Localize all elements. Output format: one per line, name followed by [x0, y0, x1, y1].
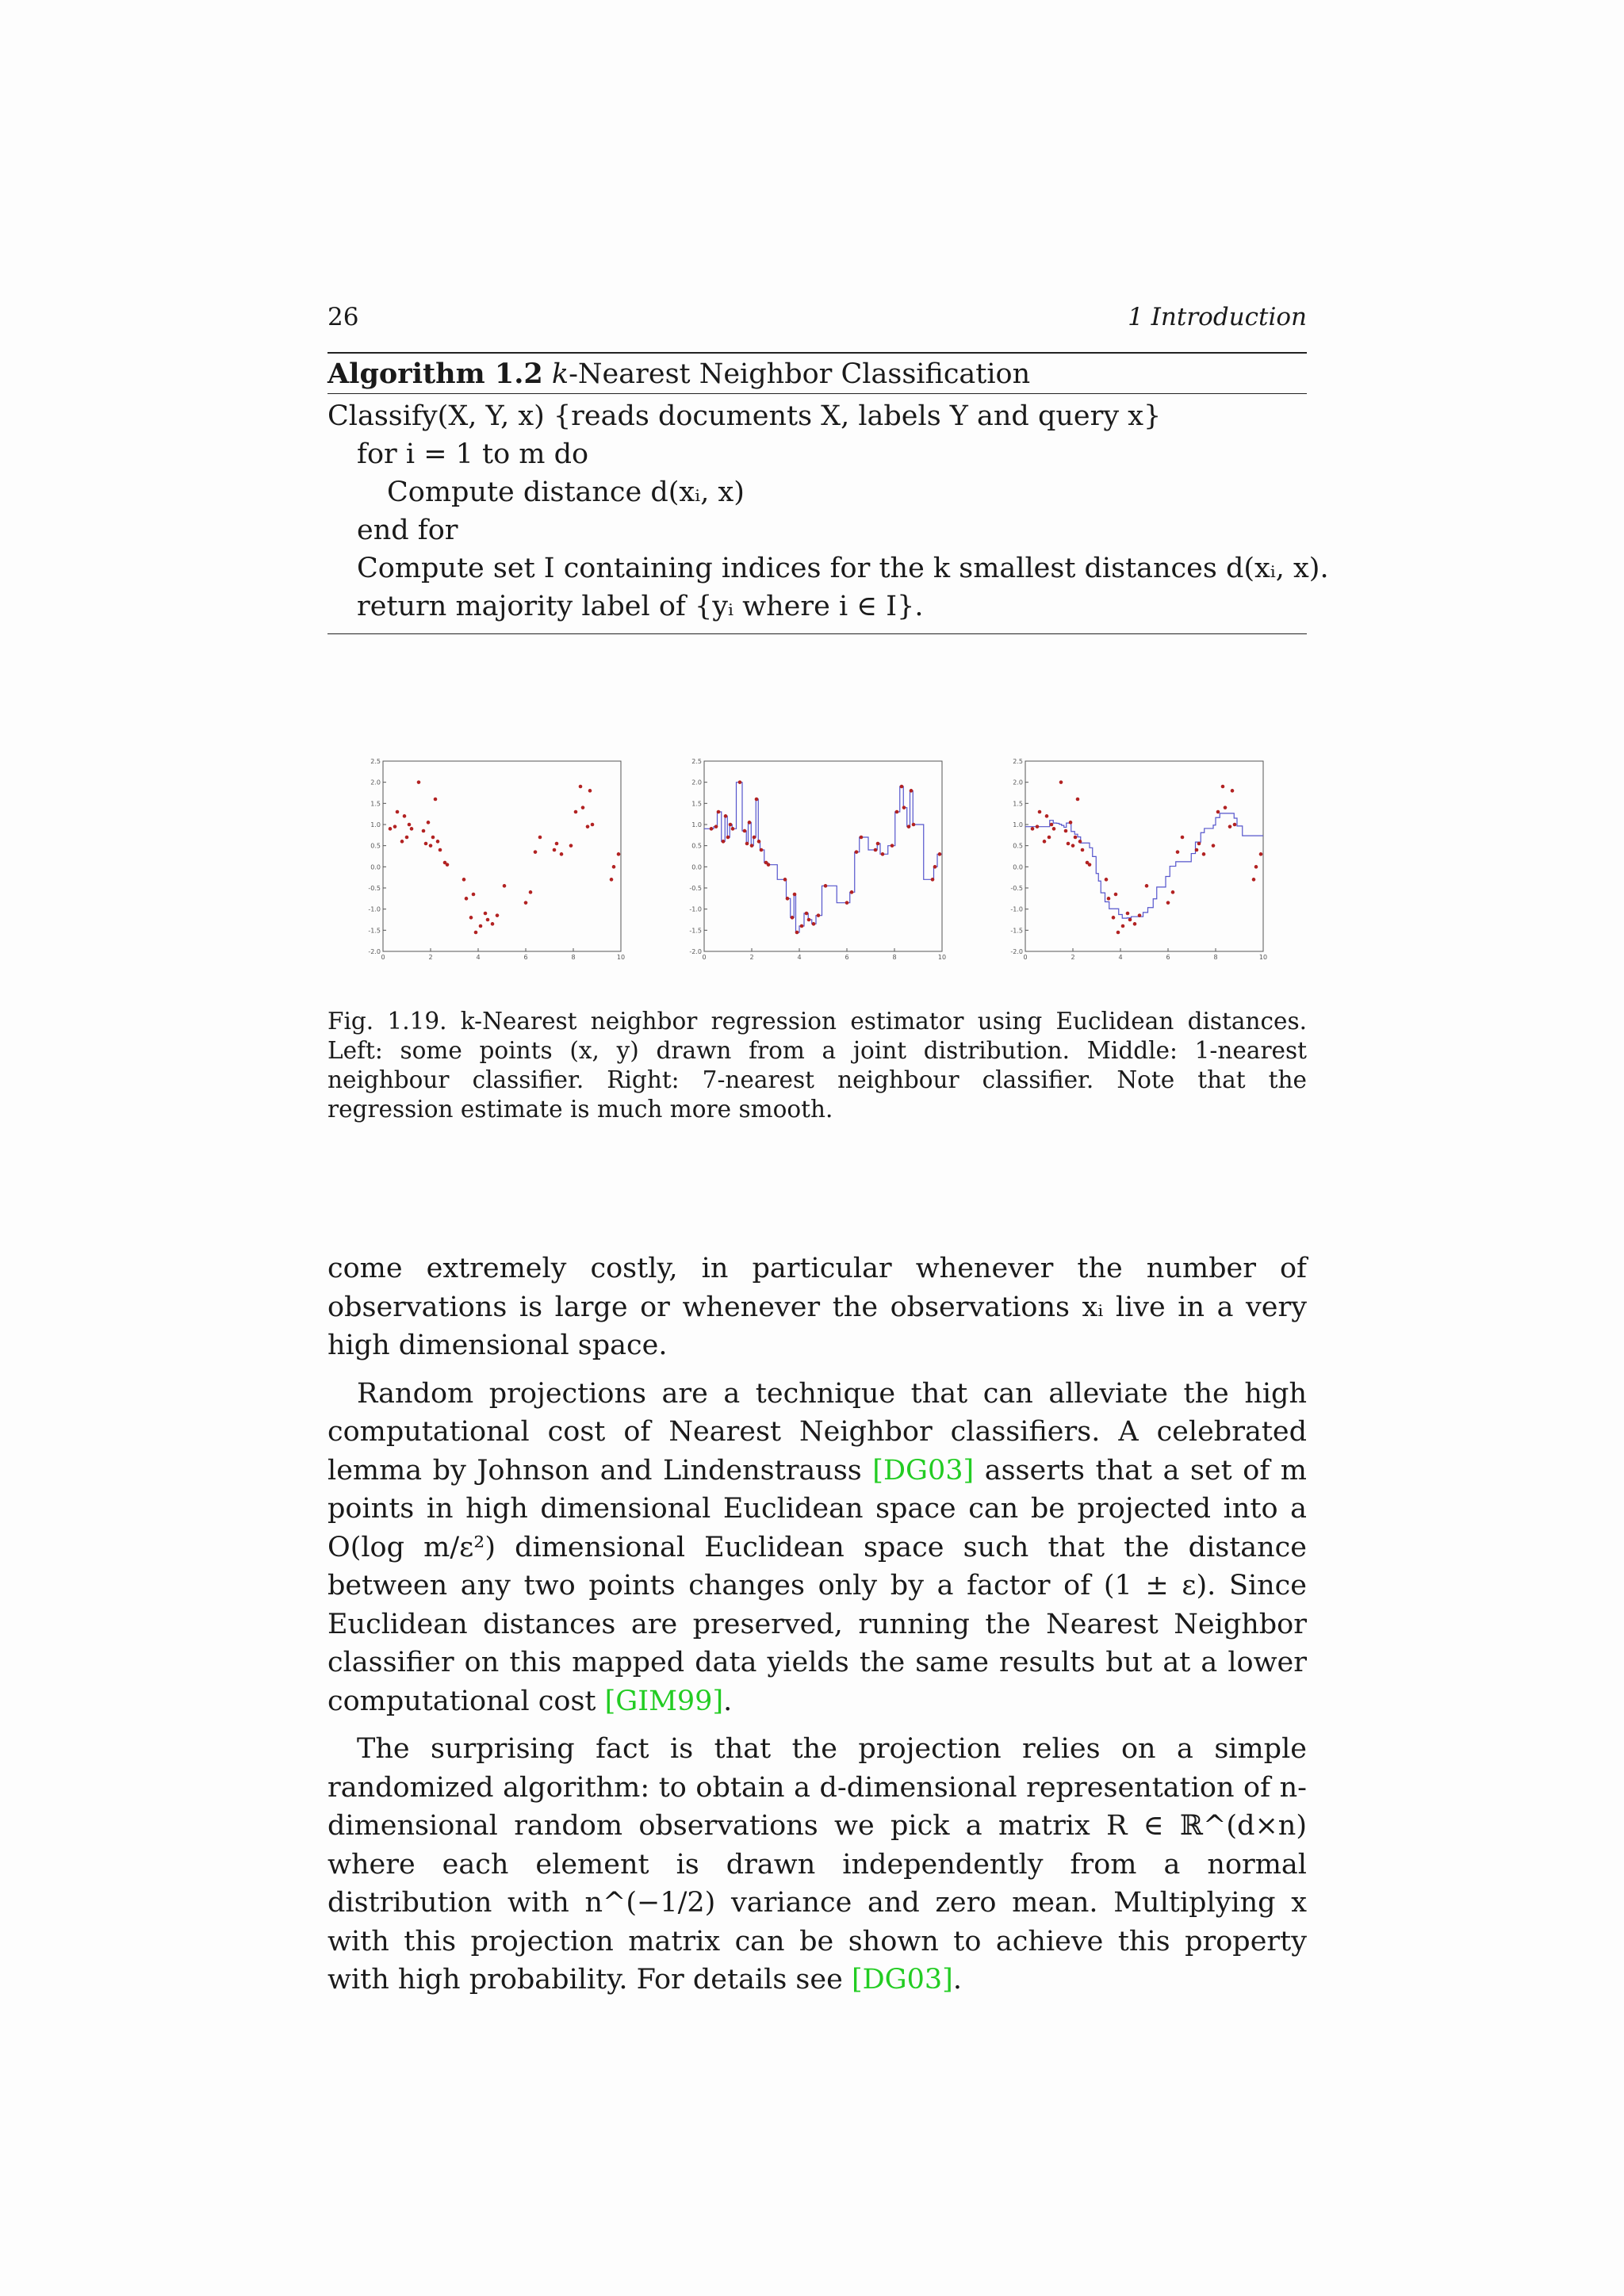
data-point [910, 789, 914, 793]
data-point [1171, 890, 1175, 894]
data-point [891, 844, 894, 848]
data-point [1048, 836, 1051, 840]
data-point [912, 823, 916, 827]
data-point [722, 840, 726, 844]
data-point [1050, 823, 1054, 827]
data-point [907, 825, 911, 828]
data-point [1181, 836, 1185, 840]
y-tick-label: -1.0 [368, 905, 381, 913]
data-point [824, 884, 828, 888]
data-point [1114, 893, 1118, 897]
x-tick-label: 8 [571, 954, 576, 959]
chapter-title: 1 Introduction [1128, 303, 1307, 331]
algorithm-box [327, 352, 1329, 634]
data-point [1259, 852, 1263, 856]
algorithm-line-1: Classify(X, Y, x) {reads documents X, labels Y and query x} [327, 400, 1162, 432]
data-point [465, 897, 469, 901]
data-point [1064, 829, 1068, 833]
citation-gim99[interactable]: [GIM99] [604, 1685, 724, 1717]
y-tick-label: -1.5 [689, 927, 702, 935]
data-point [1112, 916, 1116, 920]
data-point [1166, 901, 1170, 905]
plot-middle [680, 753, 950, 959]
data-point [933, 865, 937, 869]
data-point [1126, 912, 1130, 916]
data-point [1031, 827, 1035, 831]
data-point [748, 821, 752, 825]
data-point [850, 890, 854, 894]
data-point [1043, 840, 1047, 844]
data-point [753, 836, 756, 840]
data-point [1052, 827, 1056, 831]
data-point [1036, 825, 1040, 828]
data-point [729, 823, 733, 827]
algorithm-title [327, 354, 1307, 393]
data-point [529, 890, 533, 894]
data-point [1216, 810, 1220, 814]
y-tick-label: 2.0 [1013, 779, 1023, 786]
x-tick-label: 6 [1166, 954, 1170, 959]
caption-text: k-Nearest neighbor regression estimator using Euclidean distances. Left: some points (x, y) drawn from a joint distribution. Middle: 1-nearest neighbour classifier. Right: 7-nearest neighbour classifier. Note that the regression estimate is much more smooth. [327, 1008, 1307, 1123]
data-point [491, 922, 495, 926]
data-point [807, 918, 811, 922]
y-tick-label: -0.5 [689, 885, 702, 892]
y-tick-label: 0.5 [1013, 842, 1023, 850]
figure-1-19 [327, 753, 1307, 975]
data-point [714, 825, 718, 828]
data-point [743, 829, 747, 833]
data-point [1076, 798, 1080, 802]
data-point [750, 844, 754, 848]
page [327, 0, 1329, 2296]
y-tick-label: 1.5 [370, 800, 381, 808]
data-point [767, 863, 771, 867]
data-point [617, 852, 621, 856]
data-point [860, 836, 864, 840]
data-point [1252, 878, 1256, 882]
data-point [474, 931, 478, 935]
data-point [1088, 863, 1092, 867]
paragraph-2-c: . [723, 1685, 733, 1717]
y-tick-label: 0.0 [370, 863, 381, 871]
data-point [1069, 821, 1073, 825]
y-tick-label: -0.5 [368, 885, 381, 892]
y-tick-label: -1.0 [1010, 905, 1023, 913]
data-point [555, 842, 559, 846]
data-point [591, 823, 595, 827]
x-tick-label: 2 [1071, 954, 1075, 959]
data-point [874, 848, 878, 852]
y-tick-label: -0.5 [1010, 885, 1023, 892]
y-tick-label: 2.5 [1013, 758, 1023, 765]
data-point [902, 806, 906, 809]
y-tick-label: 1.0 [370, 821, 381, 828]
data-point [738, 780, 742, 784]
data-point [1145, 884, 1149, 888]
data-point [588, 789, 592, 793]
data-point [569, 844, 573, 848]
data-point [434, 798, 438, 802]
data-point [431, 836, 435, 840]
data-point [931, 878, 935, 882]
data-point [793, 893, 797, 897]
paragraph-3-a: The surprising fact is that the projection relies on a simple randomized algorithm: to obtain a d-dimensional representation of n-dimensional random observations we pick a matrix R ∈ ℝ^(d×n) where each element is drawn independently from a normal distribution with n^(−1/2) variance and zero mean. Multiplying x with this projection matrix can be shown to achieve this property with high probability. For details see [327, 1733, 1307, 1996]
y-tick-label: -2.0 [689, 948, 702, 955]
y-tick-label: -2.0 [1010, 948, 1023, 955]
data-point [1212, 844, 1216, 848]
data-point [479, 924, 483, 928]
data-point [586, 825, 590, 828]
data-point [1107, 897, 1111, 901]
y-tick-label: -1.5 [368, 927, 381, 935]
citation-dg03[interactable]: [DG03] [872, 1454, 975, 1487]
plot-left [359, 753, 629, 959]
x-tick-label: 10 [1258, 954, 1268, 959]
data-point [745, 842, 749, 846]
data-point [1195, 848, 1199, 852]
data-point [538, 836, 542, 840]
algorithm-body [327, 394, 1329, 633]
data-point [486, 918, 490, 922]
data-point [1202, 852, 1206, 856]
x-tick-label: 4 [476, 954, 481, 959]
data-point [503, 884, 507, 888]
data-point [1254, 865, 1258, 869]
data-point [1121, 924, 1125, 928]
data-point [795, 931, 799, 935]
data-point [612, 865, 616, 869]
data-point [1128, 918, 1132, 922]
paragraph-2-a: Random projections are a technique that can alleviate the high computational cost of Nearest Neighbor classifiers. A celebrated lemma by Johnson and Lindenstrauss [327, 1377, 1307, 1487]
data-point [805, 912, 809, 916]
data-point [446, 863, 450, 867]
x-tick-label: 2 [749, 954, 754, 959]
data-point [1197, 842, 1201, 846]
data-point [534, 850, 538, 854]
data-point [462, 878, 466, 882]
data-point [424, 842, 428, 846]
knn-estimate-line [1025, 813, 1263, 918]
x-tick-label: 0 [702, 954, 707, 959]
y-tick-label: 2.5 [370, 758, 381, 765]
algorithm-title-math: k [551, 358, 569, 390]
plot-frame [704, 761, 942, 951]
data-point [1138, 913, 1142, 917]
algorithm-line-4: end for [357, 515, 458, 546]
data-point [786, 897, 790, 901]
caption-label: Fig. 1.19. [327, 1008, 447, 1035]
x-tick-label: 4 [1118, 954, 1123, 959]
data-point [757, 840, 761, 844]
algorithm-title-text: -Nearest Neighbor Classification [569, 358, 1031, 390]
data-point [410, 827, 414, 831]
data-point [417, 780, 421, 784]
data-point [938, 852, 942, 856]
data-point [717, 810, 721, 814]
data-point [1221, 785, 1225, 789]
data-point [581, 806, 585, 809]
data-point [436, 840, 440, 844]
y-tick-label: 0.0 [1013, 863, 1023, 871]
x-tick-label: 0 [1023, 954, 1028, 959]
data-point [855, 850, 859, 854]
data-point [876, 842, 880, 846]
data-point [881, 852, 885, 856]
data-point [1071, 844, 1075, 848]
data-point [1224, 806, 1228, 809]
algorithm-line-3: Compute distance d(xᵢ, x) [387, 476, 745, 508]
data-point [1231, 789, 1235, 793]
data-point [895, 810, 899, 814]
data-point [1078, 840, 1082, 844]
paragraph-2-b: asserts that a set of m points in high dimensional Euclidean space can be projected into a O(log m/ε²) dimensional Euclidean space such that the distance between any two points changes only by a factor of (1 ± ε). Since Euclidean distances are preserved, running the Nearest Neighbor classifier on this mapped data yields the same results but at a lower computational cost [327, 1454, 1307, 1717]
plot-right [1002, 753, 1271, 959]
data-point [710, 827, 714, 831]
running-head [327, 303, 1307, 335]
data-point [472, 893, 476, 897]
paragraph-1: come extremely costly, in particular whenever the number of observations is large or whenever the observations xᵢ live in a very high dimensional space. [327, 1253, 1307, 1361]
data-point [755, 798, 759, 802]
data-point [1228, 825, 1232, 828]
x-tick-label: 4 [797, 954, 802, 959]
knn-estimate-line [704, 783, 942, 932]
data-point [1133, 922, 1137, 926]
data-point [422, 829, 426, 833]
data-point [405, 836, 409, 840]
y-tick-label: 0.5 [370, 842, 381, 850]
y-tick-label: -2.0 [368, 948, 381, 955]
algorithm-line-6: return majority label of {yᵢ where i ∈ I}. [357, 591, 924, 622]
plot-frame [1025, 761, 1263, 951]
data-point [496, 913, 500, 917]
algorithm-label: Algorithm 1.2 [327, 358, 543, 390]
data-point [845, 901, 849, 905]
data-point [610, 878, 614, 882]
data-point [1105, 878, 1109, 882]
y-tick-label: 1.5 [1013, 800, 1023, 808]
figure-caption [327, 1007, 1307, 1124]
data-point [429, 844, 433, 848]
data-point [408, 823, 412, 827]
data-point [524, 901, 528, 905]
y-tick-label: 2.0 [691, 779, 702, 786]
plot-frame [383, 761, 621, 951]
x-tick-label: 8 [892, 954, 897, 959]
data-point [469, 916, 473, 920]
data-point [1038, 810, 1042, 814]
x-tick-label: 0 [381, 954, 385, 959]
y-tick-label: 0.0 [691, 863, 702, 871]
data-point [760, 848, 764, 852]
data-point [731, 827, 735, 831]
data-point [389, 827, 393, 831]
data-point [574, 810, 578, 814]
data-point [724, 814, 728, 818]
data-point [400, 840, 404, 844]
data-point [439, 848, 442, 852]
data-point [1074, 836, 1078, 840]
y-tick-label: 0.5 [691, 842, 702, 850]
data-point [1059, 780, 1063, 784]
data-point [900, 785, 904, 789]
x-tick-label: 10 [937, 954, 947, 959]
body-text [327, 1249, 1307, 2009]
data-point [1067, 842, 1071, 846]
data-point [393, 825, 397, 828]
data-point [484, 912, 488, 916]
data-point [812, 922, 816, 926]
data-point [396, 810, 400, 814]
data-point [726, 836, 730, 840]
algorithm-bottom-rule [327, 633, 1307, 634]
data-point [783, 878, 787, 882]
data-point [791, 916, 795, 920]
data-point [560, 852, 564, 856]
data-point [579, 785, 583, 789]
y-tick-label: 2.0 [370, 779, 381, 786]
paragraph-3-b: . [952, 1964, 962, 1996]
x-tick-label: 10 [616, 954, 626, 959]
paragraph-3 [327, 1730, 1307, 1999]
data-point [403, 814, 407, 818]
data-point [817, 913, 821, 917]
data-point [1176, 850, 1180, 854]
y-tick-label: 1.0 [691, 821, 702, 828]
data-point [427, 821, 431, 825]
y-tick-label: 2.5 [691, 758, 702, 765]
x-tick-label: 6 [523, 954, 528, 959]
data-point [1116, 931, 1120, 935]
y-tick-label: -1.0 [689, 905, 702, 913]
data-point [800, 924, 804, 928]
data-point [1233, 823, 1237, 827]
paragraph-2 [327, 1375, 1307, 1721]
y-tick-label: -1.5 [1010, 927, 1023, 935]
y-tick-label: 1.5 [691, 800, 702, 808]
citation-dg03-2[interactable]: [DG03] [851, 1964, 953, 1996]
page-number: 26 [327, 303, 359, 331]
data-point [1045, 814, 1049, 818]
x-tick-label: 6 [845, 954, 849, 959]
data-point [1081, 848, 1085, 852]
data-point [553, 848, 557, 852]
x-tick-label: 2 [428, 954, 433, 959]
x-tick-label: 8 [1213, 954, 1218, 959]
algorithm-line-2: for i = 1 to m do [357, 438, 589, 470]
y-tick-label: 1.0 [1013, 821, 1023, 828]
algorithm-line-5: Compute set I containing indices for the k smallest distances d(xᵢ, x). [357, 553, 1329, 584]
